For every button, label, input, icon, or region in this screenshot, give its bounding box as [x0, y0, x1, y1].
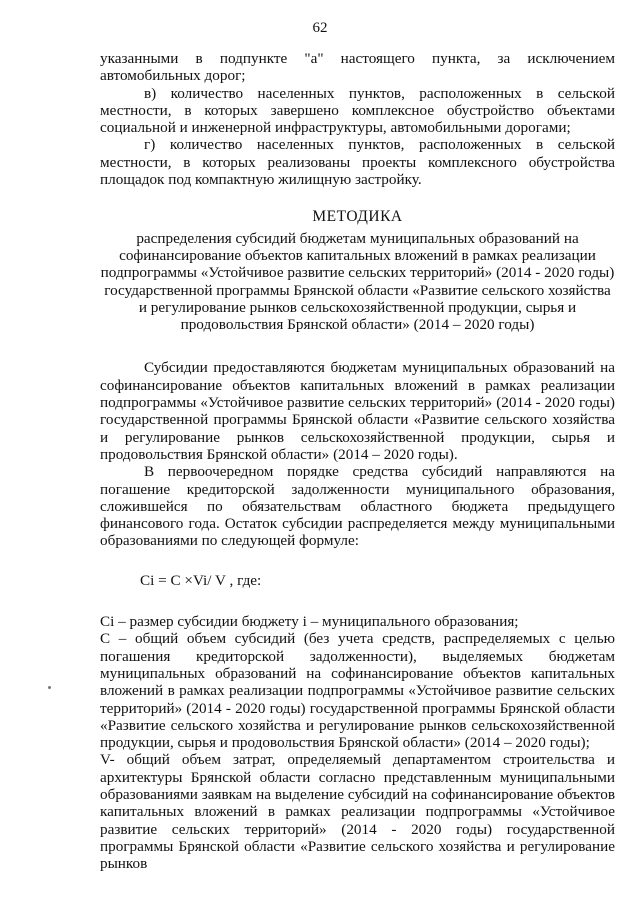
definition-c: С – общий объем субсидий (без учета средств, распределяемых с целью погашения кредиторской задолженности), выделяемых бюджетам муниципальных образований на софинансирование объектов капитальных вложений в рамках реализации подпрограммы «Устойчивое развитие сельских территорий» (2014 - 2020 годы) государственной программы Брянской области «Развитие сельского хозяйства и регулирование рынков сельскохозяйственной продукции, сырья и продовольствия Брянской области» (2014 – 2020 годы);	[100, 630, 615, 752]
formula-definitions	[100, 613, 615, 872]
body-paragraph-subsidies: Субсидии предоставляются бюджетам муниципальных образований на софинансирование объектов капитальных вложений в рамках реализации подпрограммы «Устойчивое развитие сельских территорий» (2014 - 2020 годы) государственной программы Брянской области «Развитие сельского хозяйства и регулирование рынков сельскохозяйственной продукции, сырья и продовольствия Брянской области» (2014 – 2020 годы).	[100, 359, 615, 463]
body-paragraph-priority: В первоочередном порядке средства субсидий направляются на погашение кредиторской задолженности муниципального образования, сложившейся по обязательствам областного бюджета предыдущего финансового года. Остаток субсидии распределяется между муниципальными образованиями по следующей формуле:	[100, 463, 615, 550]
scan-speck	[48, 686, 51, 689]
definition-v: V- общий объем затрат, определяемый департаментом строительства и архитектуры Брянской области согласно представленным муниципальными образованиями заявкам на выделение субсидий на софинансирование объектов капитальных вложений в рамках реализации подпрограммы «Устойчивое развитие сельских территорий» (2014 - 2020 годы) государственной программы Брянской области «Развитие сельского хозяйства и регулирование рынков	[100, 751, 615, 873]
intro-paragraph-continuation: указанными в подпункте "а" настоящего пункта, за исключением автомобильных дорог;	[100, 50, 615, 85]
methodology-body	[100, 359, 615, 549]
methodology-title: МЕТОДИКА	[312, 208, 403, 226]
definition-ci: Ci – размер субсидии бюджету i – муниципального образования;	[100, 613, 519, 631]
methodology-subtitle: распределения субсидий бюджетам муниципальных образований на софинансирование объектов капитальных вложений в рамках реализации подпрограммы «Устойчивое развитие сельских территорий» (2014 - 2020 годы) государственной программы Брянской области «Развитие сельского хозяйства и регулирование рынков сельскохозяйственной продукции, сырья и продовольствия Брянской области» (2014 – 2020 годы)	[100, 229, 615, 334]
page-number: 62	[312, 20, 328, 36]
distribution-formula: Ci = C ×Vi/ V , где:	[140, 571, 262, 589]
page-content	[100, 50, 615, 872]
intro-item-g: г) количество населенных пунктов, расположенных в сельской местности, в которых реализованы проекты комплексного обустройства площадок под компактную жилищную застройку.	[100, 136, 615, 189]
intro-item-v: в) количество населенных пунктов, расположенных в сельской местности, в которых завершено комплексное обустройство объектами социальной и инженерной инфраструктуры, автомобильными дорогами;	[100, 84, 615, 137]
